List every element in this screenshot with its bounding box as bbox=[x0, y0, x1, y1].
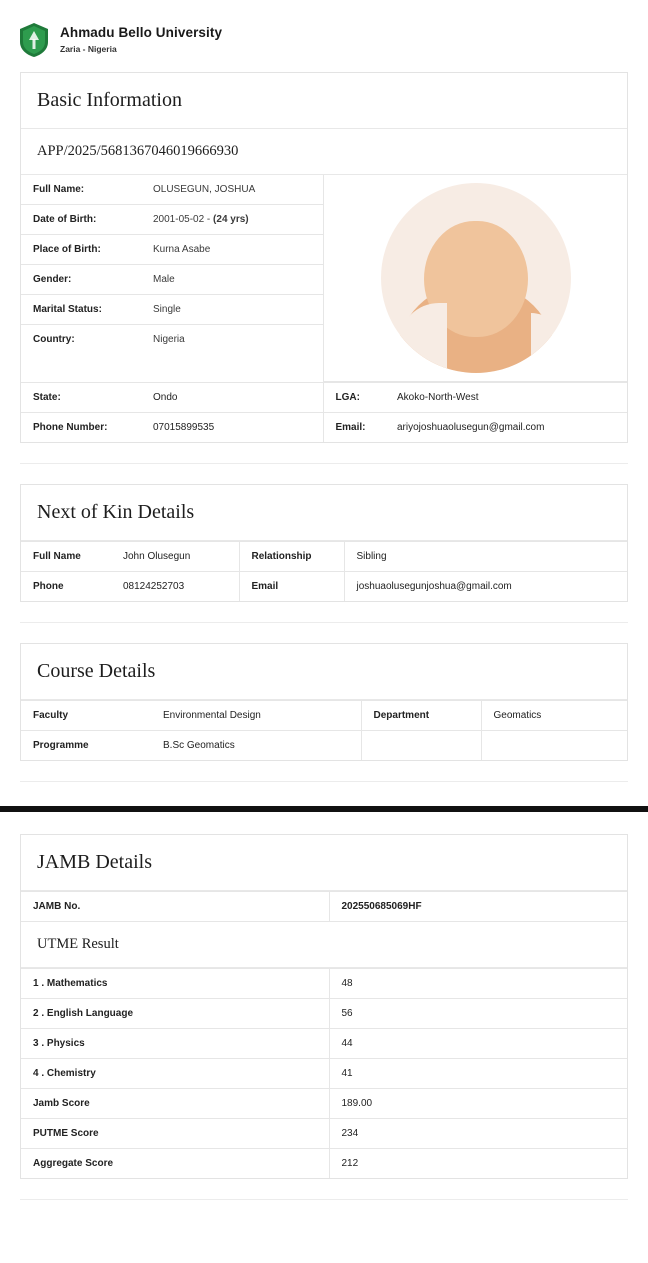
subject-4-label: 4 . Chemistry bbox=[21, 1059, 329, 1089]
table-row bbox=[21, 701, 627, 731]
table-row bbox=[21, 383, 627, 413]
department-value: Geomatics bbox=[481, 701, 627, 731]
page-break-bar bbox=[0, 806, 648, 812]
table-row bbox=[21, 413, 627, 443]
table-row bbox=[21, 1089, 627, 1119]
marital-status-value: Single bbox=[141, 295, 323, 325]
gender-value: Male bbox=[141, 265, 323, 295]
section-divider bbox=[20, 781, 628, 782]
programme-empty-value bbox=[481, 731, 627, 761]
date-of-birth-label: Date of Birth: bbox=[21, 205, 141, 235]
jamb-details-card bbox=[20, 834, 628, 1179]
table-row bbox=[21, 205, 323, 235]
table-row bbox=[21, 1119, 627, 1149]
email-value: ariyojoshuaolusegun@gmail.com bbox=[385, 413, 627, 443]
subject-3-score: 44 bbox=[329, 1029, 627, 1059]
subject-4-score: 41 bbox=[329, 1059, 627, 1089]
kin-relationship-label: Relationship bbox=[239, 542, 344, 572]
place-of-birth-value: Kurna Asabe bbox=[141, 235, 323, 265]
kin-phone-value: 08124252703 bbox=[111, 572, 239, 602]
applicant-avatar bbox=[381, 183, 571, 373]
lga-value: Akoko-North-West bbox=[385, 383, 627, 413]
table-row bbox=[21, 325, 323, 355]
table-row bbox=[21, 1149, 627, 1179]
full-name-label: Full Name: bbox=[21, 175, 141, 205]
table-row bbox=[21, 175, 323, 205]
kin-full-name-value: John Olusegun bbox=[111, 542, 239, 572]
full-name-value: OLUSEGUN, JOSHUA bbox=[141, 175, 323, 205]
subject-1-score: 48 bbox=[329, 969, 627, 999]
university-crest-icon bbox=[18, 22, 50, 58]
document-header bbox=[0, 0, 648, 72]
aggregate-score-value: 212 bbox=[329, 1149, 627, 1179]
department-label: Department bbox=[361, 701, 481, 731]
state-value: Ondo bbox=[141, 383, 323, 413]
table-row bbox=[21, 999, 627, 1029]
next-of-kin-title: Next of Kin Details bbox=[21, 485, 627, 541]
date-of-birth-value bbox=[141, 205, 323, 235]
marital-status-label: Marital Status: bbox=[21, 295, 141, 325]
kin-email-value: joshuaolusegunjoshua@gmail.com bbox=[344, 572, 627, 602]
table-row bbox=[21, 295, 323, 325]
phone-number-value: 07015899535 bbox=[141, 413, 323, 443]
kin-phone-label: Phone bbox=[21, 572, 111, 602]
lga-label: LGA: bbox=[323, 383, 385, 413]
subject-2-label: 2 . English Language bbox=[21, 999, 329, 1029]
subject-3-label: 3 . Physics bbox=[21, 1029, 329, 1059]
jamb-no-value: 202550685069HF bbox=[329, 892, 627, 922]
country-value: Nigeria bbox=[153, 334, 185, 345]
jamb-no-label: JAMB No. bbox=[21, 892, 329, 922]
kin-relationship-value: Sibling bbox=[344, 542, 627, 572]
country-label: Country: bbox=[33, 334, 75, 345]
table-row bbox=[21, 969, 627, 999]
applicant-photo-cell bbox=[323, 175, 627, 382]
subject-1-label: 1 . Mathematics bbox=[21, 969, 329, 999]
jamb-details-title: JAMB Details bbox=[21, 835, 627, 891]
faculty-value: Environmental Design bbox=[151, 701, 361, 731]
university-location: Zaria - Nigeria bbox=[60, 44, 117, 55]
putme-score-value: 234 bbox=[329, 1119, 627, 1149]
programme-value: B.Sc Geomatics bbox=[151, 731, 361, 761]
phone-number-label: Phone Number: bbox=[21, 413, 141, 443]
table-row bbox=[21, 892, 627, 922]
subject-2-score: 56 bbox=[329, 999, 627, 1029]
table-row bbox=[21, 731, 627, 761]
programme-empty-label bbox=[361, 731, 481, 761]
jamb-score-value: 189.00 bbox=[329, 1089, 627, 1119]
email-label: Email: bbox=[323, 413, 385, 443]
table-row bbox=[21, 542, 627, 572]
aggregate-score-label: Aggregate Score bbox=[21, 1149, 329, 1179]
programme-label: Programme bbox=[21, 731, 151, 761]
university-name: Ahmadu Bello University bbox=[60, 25, 223, 41]
next-of-kin-card bbox=[20, 484, 628, 602]
state-label: State: bbox=[21, 383, 141, 413]
basic-information-title: Basic Information bbox=[21, 73, 627, 129]
course-details-title: Course Details bbox=[21, 644, 627, 700]
putme-score-label: PUTME Score bbox=[21, 1119, 329, 1149]
table-row bbox=[21, 572, 627, 602]
course-details-card bbox=[20, 643, 628, 761]
dob-age: (24 yrs) bbox=[213, 214, 249, 225]
dob-date: 2001-05-02 - bbox=[153, 214, 214, 225]
jamb-score-label: Jamb Score bbox=[21, 1089, 329, 1119]
gender-label: Gender: bbox=[21, 265, 141, 295]
basic-information-card bbox=[20, 72, 628, 443]
table-row bbox=[21, 265, 323, 295]
utme-result-title: UTME Result bbox=[21, 921, 627, 968]
table-row bbox=[21, 1029, 627, 1059]
place-of-birth-label: Place of Birth: bbox=[21, 235, 141, 265]
kin-email-label: Email bbox=[239, 572, 344, 602]
table-row bbox=[21, 1059, 627, 1089]
kin-full-name-label: Full Name bbox=[21, 542, 111, 572]
faculty-label: Faculty bbox=[21, 701, 151, 731]
table-row bbox=[21, 235, 323, 265]
application-number: APP/2025/5681367046019666930 bbox=[21, 129, 627, 175]
